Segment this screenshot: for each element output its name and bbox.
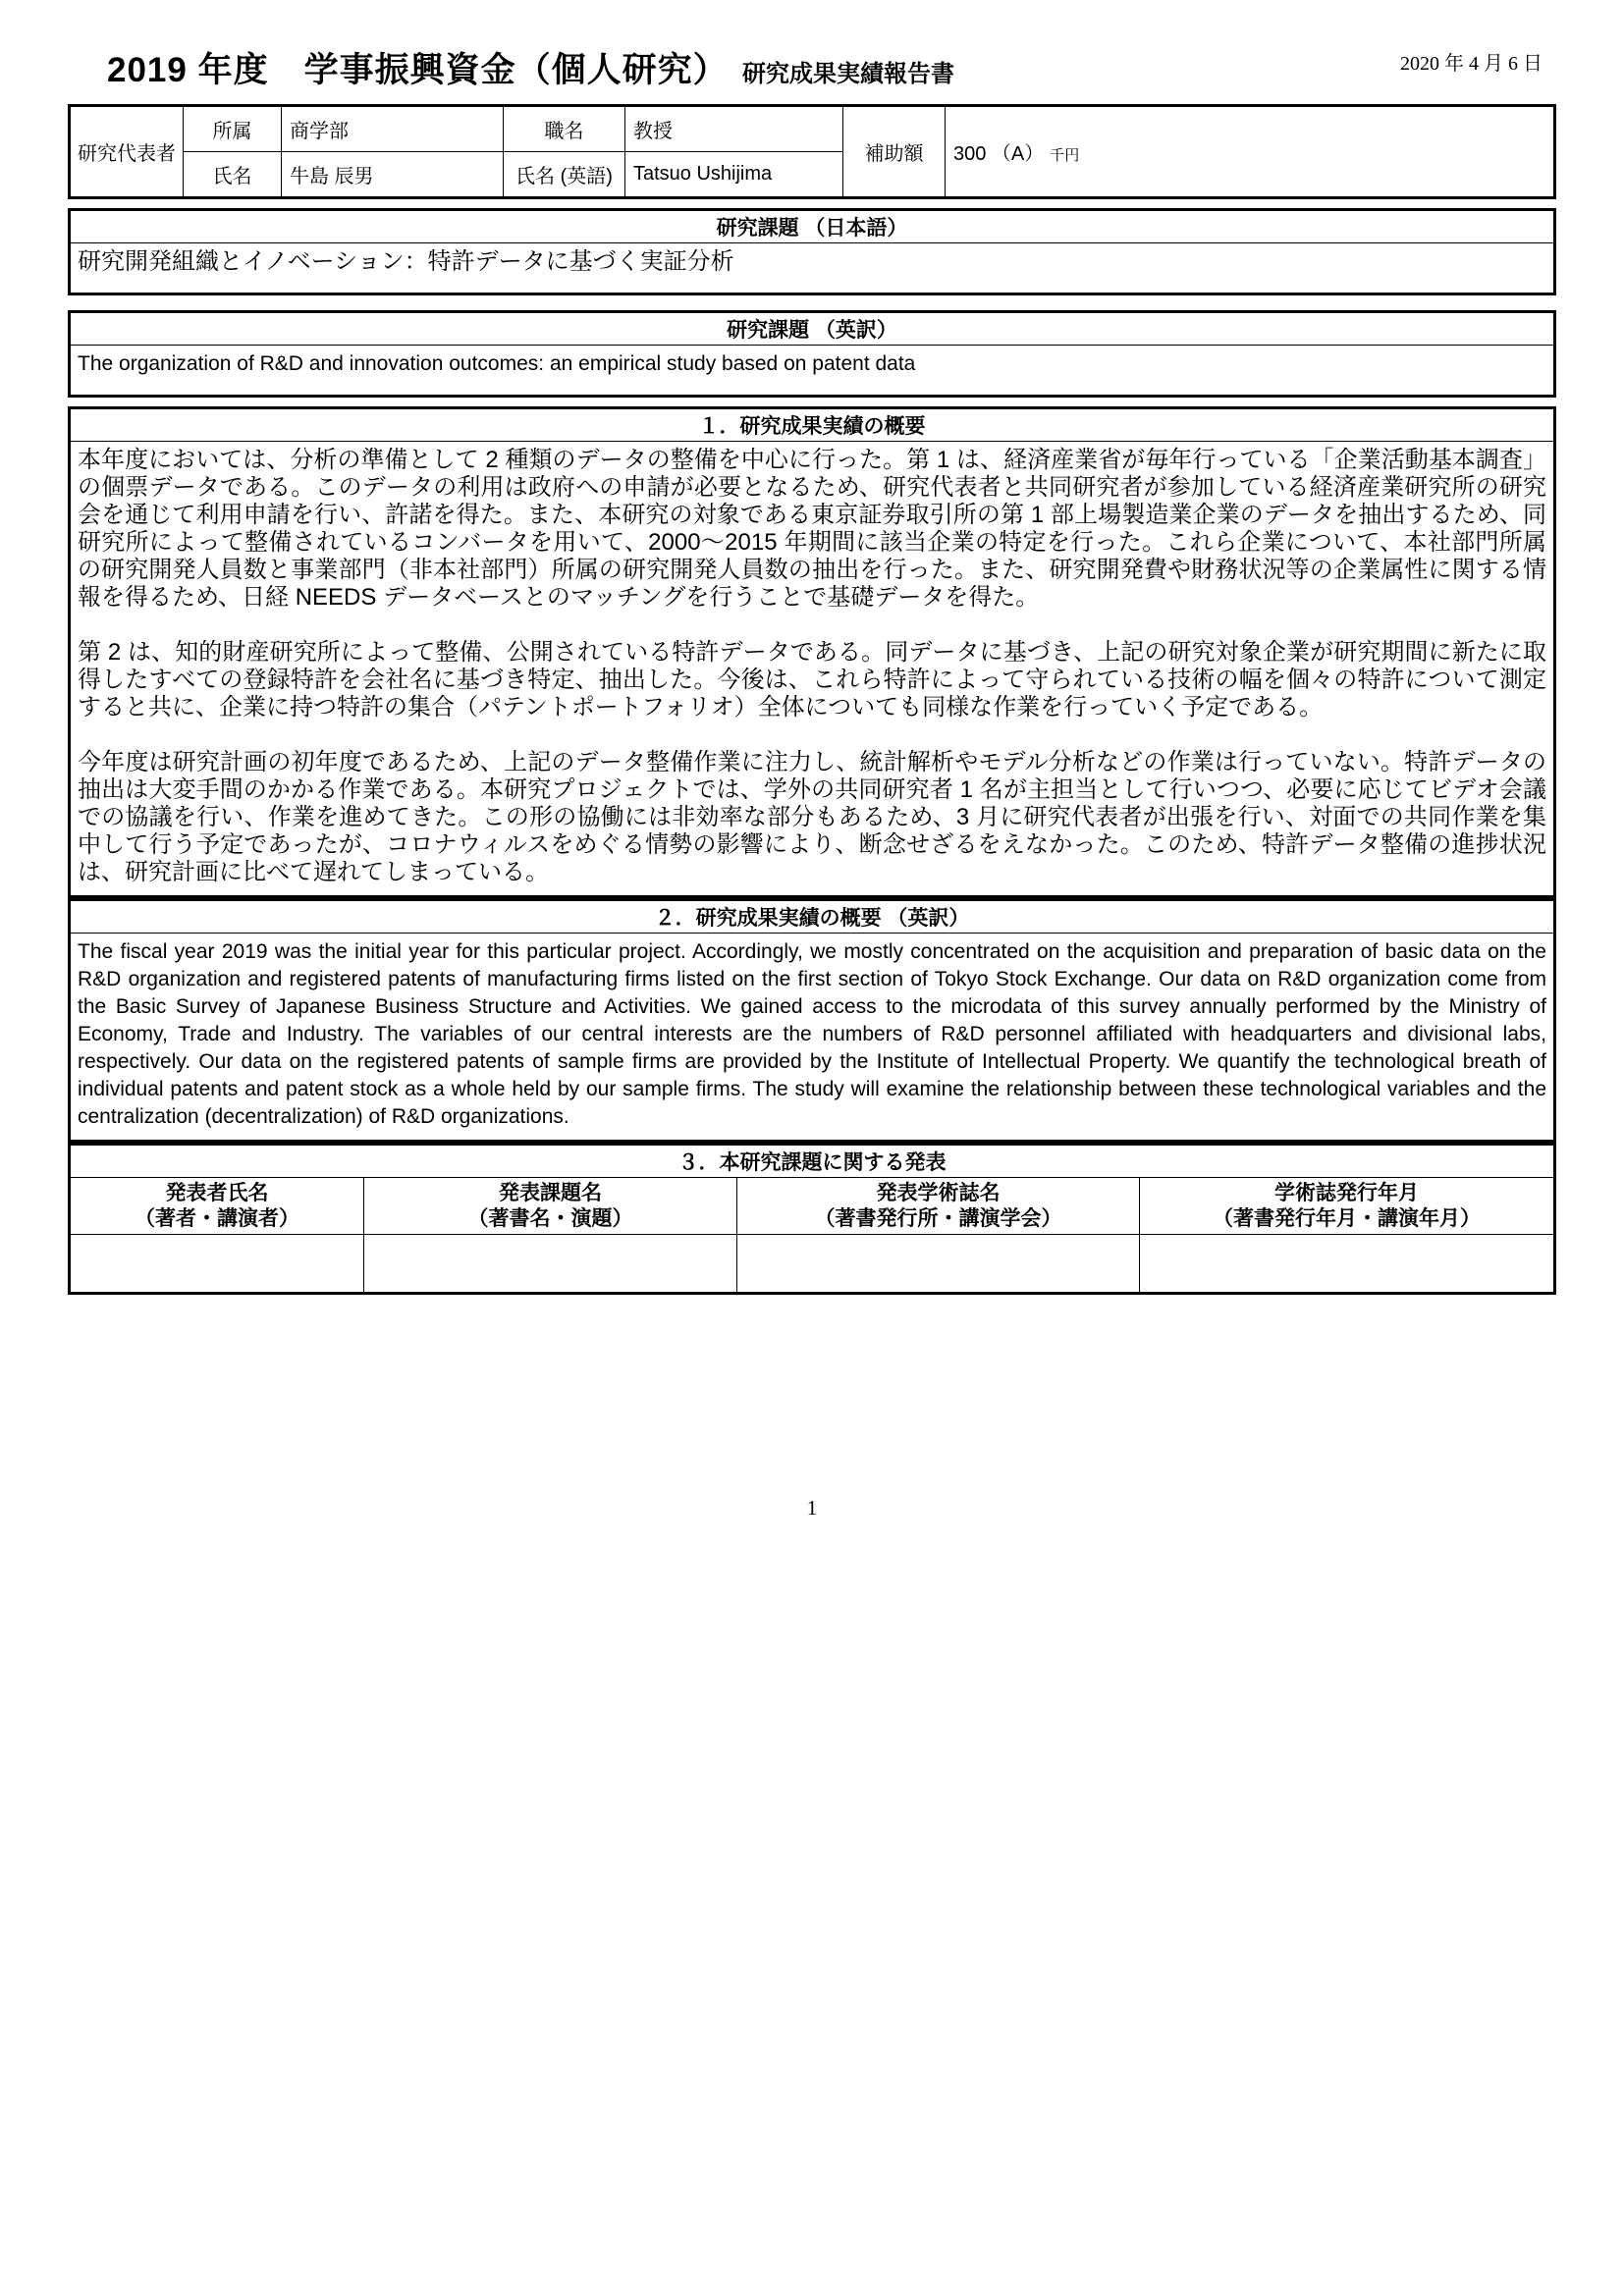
presentations-header: ３．本研究課題に関する発表 bbox=[70, 1145, 1555, 1178]
presentation-title-column-header bbox=[364, 1178, 737, 1235]
presenter-name-column-header bbox=[70, 1178, 364, 1235]
report-content bbox=[68, 43, 1556, 1295]
topic-en-body: The organization of R&D and innovation outcomes: an empirical study based on patent data bbox=[70, 346, 1555, 397]
name-en-label: 氏名 (英語) bbox=[504, 152, 625, 198]
presenter-name-column-subtitle: （著者・講演者） bbox=[135, 1206, 299, 1230]
presenter-name-column-title: 発表者氏名 bbox=[165, 1181, 269, 1204]
section-summary-en bbox=[68, 898, 1556, 1143]
document-date: 2020 年 4 月 6 日 bbox=[1400, 53, 1543, 75]
name-label: 氏名 bbox=[184, 152, 282, 198]
topic-ja-header: 研究課題 （日本語） bbox=[70, 210, 1555, 243]
affiliation-label: 所属 bbox=[184, 106, 282, 152]
presentation-title-column-title: 発表課題名 bbox=[499, 1181, 602, 1204]
presentations-empty-cell-4 bbox=[1140, 1235, 1555, 1294]
position-label: 職名 bbox=[504, 106, 625, 152]
info-row-1 bbox=[70, 106, 1555, 152]
subsidy-label: 補助額 bbox=[843, 106, 946, 198]
journal-name-column-header bbox=[737, 1178, 1140, 1235]
presentations-column-header-row bbox=[70, 1178, 1555, 1235]
section-presentations bbox=[68, 1143, 1556, 1295]
affiliation-value: 商学部 bbox=[282, 106, 504, 152]
summary-ja-body bbox=[70, 442, 1555, 897]
section-topic-en bbox=[68, 310, 1556, 398]
publication-date-column-header bbox=[1140, 1178, 1555, 1235]
summary-en-header: ２．研究成果実績の概要 （英訳） bbox=[70, 900, 1555, 934]
name-en-value: Tatsuo Ushijima bbox=[625, 152, 843, 198]
subsidy-value: 300 （A） bbox=[953, 143, 1045, 165]
page-title bbox=[107, 43, 954, 92]
name-value: 牛島 辰男 bbox=[282, 152, 504, 198]
summary-en-body bbox=[70, 934, 1555, 1142]
subsidy-value-cell bbox=[946, 106, 1555, 198]
topic-ja-body: 研究開発組織とイノベーション：特許データに基づく実証分析 bbox=[70, 243, 1555, 294]
page-title-sub: 研究成果実績報告書 bbox=[742, 61, 955, 87]
representative-label: 研究代表者 bbox=[70, 106, 184, 198]
page-title-main: 2019 年度 学事振興資金（個人研究） bbox=[107, 51, 729, 89]
summary-ja-header: １．研究成果実績の概要 bbox=[70, 408, 1555, 442]
document-header bbox=[68, 43, 1556, 94]
summary-ja-paragraph-1: 本年度においては、分析の準備として 2 種類のデータの整備を中心に行った。第 1 は、経済産業省が毎年行っている「企業活動基本調査」の個票データである。このデータの利用は政府への申請が必要となるため、研究代表者と共同研究者が参加している経済産業研究所の研究会を通じて利用申請を行い、許諾を得た。また、本研究の対象である東京証券取引所の第 1 部上場製造業企業のデータを抽出するため、同研究所によって整備されているコンバータを用いて、2000〜2015 年期間に該当企業の特定を行った。これら企業について、本社部門所属の研究開発人員数と事業部門（非本社部門）所属の研究開発人員数の抽出を行った。また、研究開発費や財務状況等の企業属性に関する情報を得るため、日経 NEEDS データベースとのマッチングを行うことで基礎データを得た。 bbox=[78, 447, 1546, 611]
summary-ja-paragraph-3: 今年度は研究計画の初年度であるため、上記のデータ整備作業に注力し、統計解析やモデル分析などの作業は行っていない。特許データの抽出は大変手間のかかる作業である。本研究プロジェクトでは、学外の共同研究者 1 名が主担当として行いつつ、必要に応じてビデオ会議での協議を行い、作業を進めてきた。この形の協働には非効率な部分もあるため、3 月に研究代表者が出張を行い、対面での共同作業を集中して行う予定であったが、コロナウィルスをめぐる情勢の影響により、断念せざるをえなかった。このため、特許データ整備の進捗状況は、研究計画に比べて遅れてしまっている。 bbox=[78, 749, 1546, 885]
presentation-title-column-subtitle: （著書名・演題） bbox=[467, 1206, 633, 1230]
presentations-empty-row bbox=[70, 1235, 1555, 1294]
publication-date-column-title: 学術誌発行年月 bbox=[1274, 1181, 1419, 1204]
presentations-empty-cell-3 bbox=[737, 1235, 1140, 1294]
section-summary-ja bbox=[68, 406, 1556, 898]
topic-en-header: 研究課題 （英訳） bbox=[70, 312, 1555, 346]
researcher-info-table bbox=[68, 104, 1556, 199]
subsidy-unit: 千円 bbox=[1050, 147, 1080, 164]
presentations-empty-cell-1 bbox=[70, 1235, 364, 1294]
page-number: 1 bbox=[806, 1496, 818, 1520]
journal-name-column-title: 発表学術誌名 bbox=[876, 1181, 1001, 1204]
journal-name-column-subtitle: （著書発行所・講演学会） bbox=[814, 1206, 1062, 1230]
position-value: 教授 bbox=[625, 106, 843, 152]
publication-date-column-subtitle: （著書発行年月・講演年月） bbox=[1213, 1206, 1481, 1230]
summary-ja-paragraph-2: 第 2 は、知的財産研究所によって整備、公開されている特許データである。同データに基づき、上記の研究対象企業が研究期間に新たに取得したすべての登録特許を会社名に基づき特定、抽出した。今後は、これら特許によって守られている技術の幅を個々の特許について測定すると共に、企業に持つ特許の集合（パテントポートフォリオ）全体についても同様な作業を行っていく予定である。 bbox=[78, 639, 1546, 721]
presentations-empty-cell-2 bbox=[364, 1235, 737, 1294]
section-topic-ja bbox=[68, 208, 1556, 295]
summary-en-paragraph: The fiscal year 2019 was the initial year for this particular project. Accordingly, we mostly concentrated on the acquisition and preparation of basic data on the R&D organization and registered patents of manufacturing firms listed on the first section of Tokyo Stock Exchange. Our data on R&D organization come from the Basic Survey of Japanese Business Structure and Activities. We gained access to the microdata of this survey annually performed by the Ministry of Economy, Trade and Industry. The variables of our central interests are the numbers of R&D personnel affiliated with headquarters and divisional labs, respectively. Our data on the registered patents of sample firms are provided by the Institute of Intellectual Property. We quantify the technological breath of individual patents and patent stock as a whole held by our sample firms. The study will examine the relationship between these technological variables and the centralization (decentralization) of R&D organizations. bbox=[78, 940, 1546, 1128]
